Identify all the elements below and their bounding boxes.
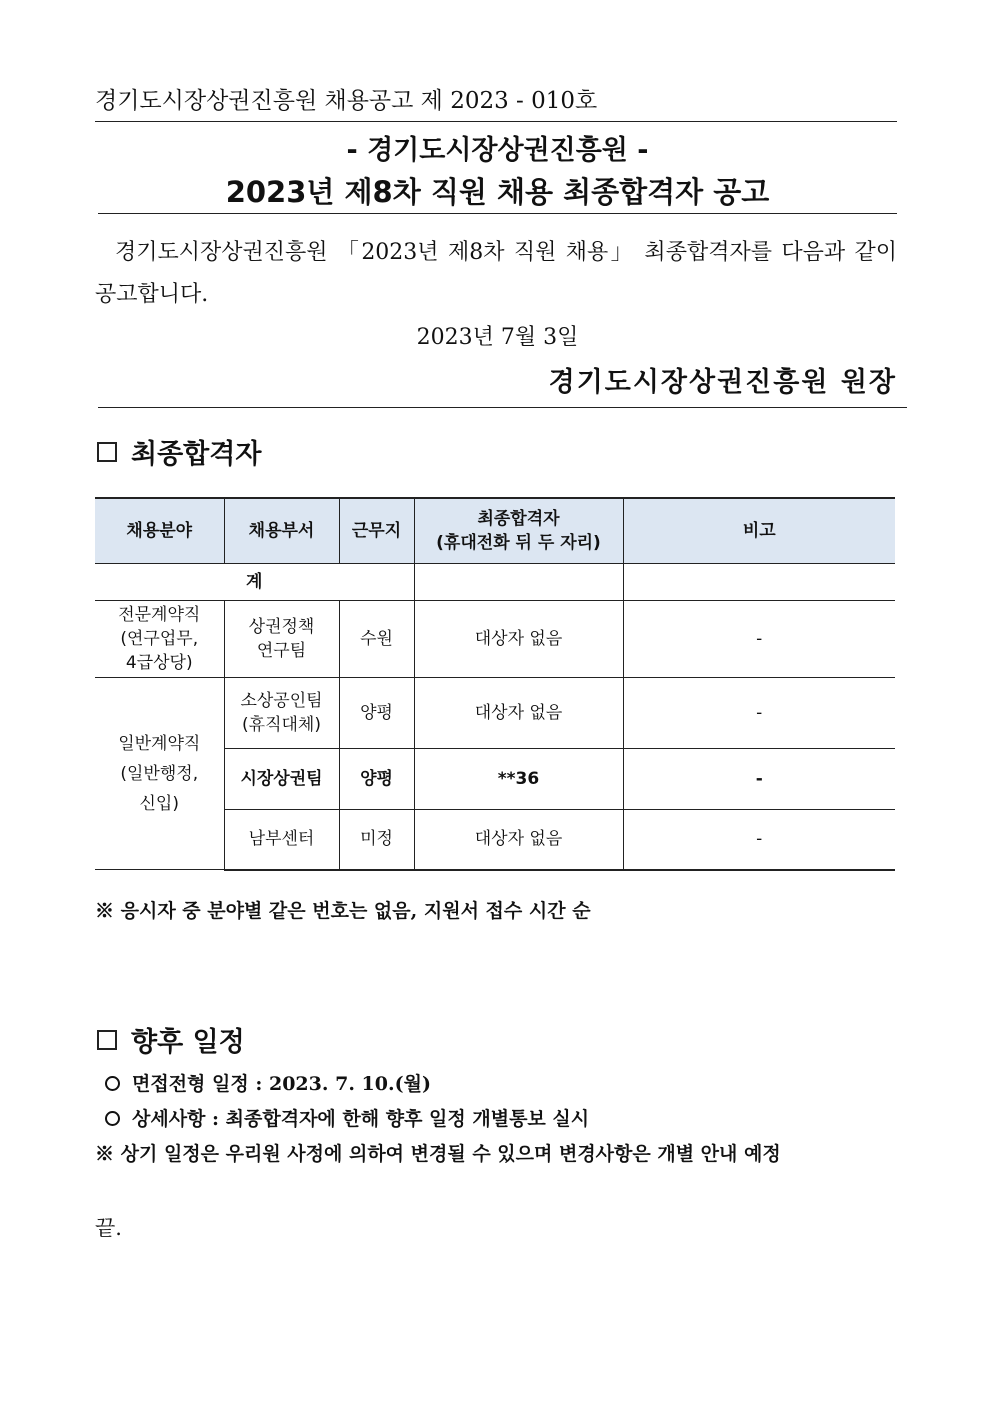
page-title: 2023년 제8차 직원 채용 최종합격자 공고 [225,175,770,209]
field-cell [95,601,224,678]
intro-divider [98,407,907,408]
table-row-total [95,564,895,601]
total-label: 계 [95,564,414,601]
field-line: 일반계약직 [118,733,201,754]
field-line: (연구업무, [120,629,199,649]
header-dept: 채용부서 [224,498,339,564]
dept-cell [224,601,339,678]
result-cell: 대상자 없음 [414,678,623,749]
section-schedule-title [97,1020,245,1059]
results-note: ※ 응시자 중 분야별 같은 번호는 없음, 지원서 접수 시간 순 [95,900,591,922]
announcement-date: 2023년 7월 3일 [416,325,579,350]
result-cell: 대상자 없음 [414,810,623,870]
table-row [95,601,895,678]
field-line: 신입) [139,793,179,814]
section-schedule-label: 향후 일정 [131,1027,245,1058]
dept-cell: 시장상권팀 [224,749,339,810]
dept-line: 연구팀 [256,641,307,661]
result-cell: 대상자 없음 [414,601,623,678]
table-row [95,678,895,749]
remark-cell: - [623,749,895,810]
title-org: - 경기도시장상권진흥원 - [346,135,649,166]
result-cell: **36 [414,749,623,810]
circle-bullet-icon [105,1111,120,1126]
dept-line: 상권정책 [248,617,315,637]
field-cell [95,678,224,870]
dept-cell: 남부센터 [224,810,339,870]
total-final [414,564,623,601]
location-cell: 수원 [339,601,414,678]
remark-cell: - [623,678,895,749]
location-cell: 양평 [339,678,414,749]
square-bullet-icon [97,442,117,462]
schedule-item-text: 면접전형 일정 : 2023. 7. 10.(월) [132,1073,431,1095]
square-bullet-icon [97,1030,117,1050]
dept-cell [224,678,339,749]
header-final [414,498,623,564]
field-line: 4급상당) [125,653,193,673]
location-cell: 미정 [339,810,414,870]
schedule-item [105,1104,589,1131]
field-line: (일반행정, [120,763,199,784]
header-final-line2: (휴대전화 뒤 두 자리) [436,533,601,553]
signer: 경기도시장상권진흥원 원장 [548,367,897,398]
intro-text: 경기도시장상권진흥원 「2023년 제8차 직원 채용」 최종합격자를 다음과 같이 공고합니다. [95,240,897,307]
section-results-label: 최종합격자 [131,439,262,470]
table-header-row [95,498,895,564]
notice-number: 경기도시장상권진흥원 채용공고 제 2023 - 010호 [95,88,598,114]
schedule-item [105,1069,431,1096]
remark-cell: - [623,601,895,678]
total-remark [623,564,895,601]
closing-mark: 끝. [95,1216,122,1240]
header-final-line1: 최종합격자 [477,509,560,529]
schedule-item-text: 상세사항 : 최종합격자에 한해 향후 일정 개별통보 실시 [132,1108,590,1130]
dept-line: (휴직대체) [242,715,321,735]
field-line: 전문계약직 [118,605,201,625]
circle-bullet-icon [105,1076,120,1091]
dept-line: 소상공인팀 [240,691,323,711]
remark-cell: - [623,810,895,870]
header-remark: 비고 [623,498,895,564]
title-divider [98,213,897,214]
section-results-title [97,432,261,471]
schedule-note: ※ 상기 일정은 우리원 사정에 의하여 변경될 수 있으며 변경사항은 개별 안내 예정 [95,1143,781,1165]
header-field: 채용분야 [95,498,224,564]
results-table [95,497,895,871]
header-divider [95,121,897,122]
location-cell: 양평 [339,749,414,810]
header-location: 근무지 [339,498,414,564]
